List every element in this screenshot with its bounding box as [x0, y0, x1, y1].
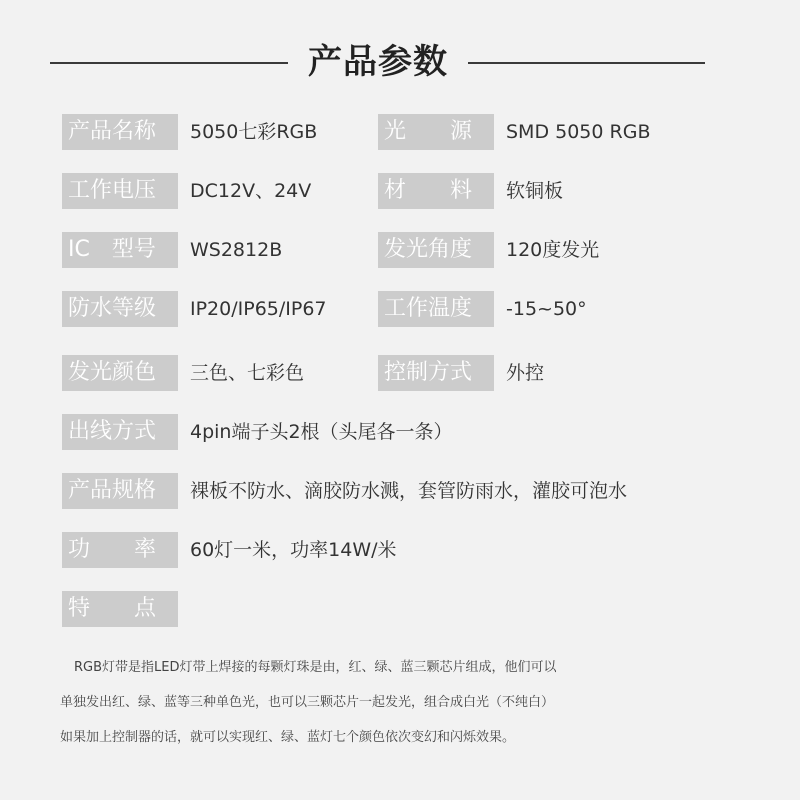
spec-label: 发光颜色 — [62, 355, 178, 391]
spec-value: 三色、七彩色 — [190, 362, 305, 384]
description-line: 单独发出红、绿、蓝等三种单色光，也可以三颗芯片一起发光，组合成白光（不纯白） — [60, 695, 555, 710]
spec-value: 120度发光 — [506, 239, 600, 261]
spec-label: 光 源 — [378, 114, 494, 150]
spec-label: 工作温度 — [378, 291, 494, 327]
title-rule-left — [50, 62, 288, 64]
spec-label: IC 型号 — [62, 232, 178, 268]
spec-value: IP20/IP65/IP67 — [190, 298, 327, 320]
spec-value: 4pin端子头2根（头尾各一条） — [190, 421, 453, 443]
spec-label: 功 率 — [62, 532, 178, 568]
spec-label: 发光角度 — [378, 232, 494, 268]
spec-value: SMD 5050 RGB — [506, 121, 651, 143]
spec-value: DC12V、24V — [190, 180, 312, 202]
spec-label: 防水等级 — [62, 291, 178, 327]
description-line: 如果加上控制器的话，就可以实现红、绿、蓝灯七个颜色依次变幻和闪烁效果。 — [60, 730, 516, 745]
spec-label: 控制方式 — [378, 355, 494, 391]
spec-label: 特 点 — [62, 591, 178, 627]
spec-label: 产品名称 — [62, 114, 178, 150]
feature-description — [60, 650, 760, 755]
spec-value: -15~50° — [506, 298, 587, 320]
spec-value: 外控 — [506, 362, 545, 384]
spec-label: 材 料 — [378, 173, 494, 209]
spec-label: 工作电压 — [62, 173, 178, 209]
page-title: 产品参数 — [308, 42, 448, 82]
spec-value: 60灯一米，功率14W/米 — [190, 539, 397, 561]
spec-value: 裸板不防水、滴胶防水溅，套管防雨水，灌胶可泡水 — [190, 480, 628, 502]
spec-value: 5050七彩RGB — [190, 121, 318, 143]
section-header — [0, 38, 800, 88]
title-rule-right — [468, 62, 705, 64]
spec-label: 产品规格 — [62, 473, 178, 509]
spec-value: WS2812B — [190, 239, 283, 261]
description-line: RGB灯带是指LED灯带上焊接的每颗灯珠是由，红、绿、蓝三颗芯片组成，他们可以 — [74, 660, 557, 675]
spec-value: 软铜板 — [506, 180, 564, 202]
spec-label: 出线方式 — [62, 414, 178, 450]
